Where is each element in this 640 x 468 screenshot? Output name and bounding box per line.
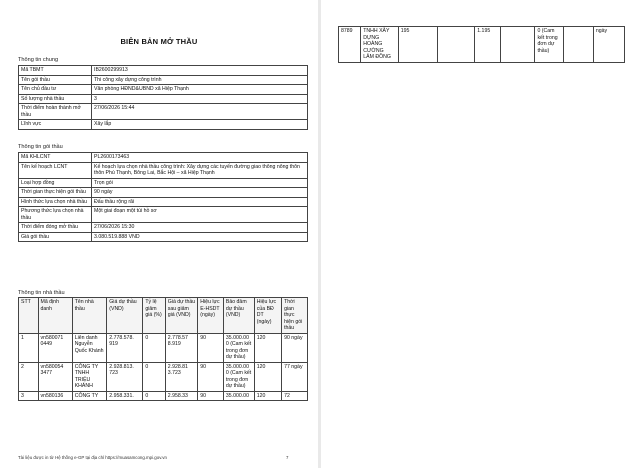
column-header: Mã định danh (38, 298, 72, 334)
table-cell: 77 ngày (282, 362, 308, 391)
table-cell: 2.958.33 (165, 391, 198, 401)
table-cell: 35.000.00 0 (Cam kết trong đơn dự thầu) (223, 333, 254, 362)
table-cell: 195 (398, 27, 438, 63)
column-header: Hiệu lực của BĐ DT (ngày) (254, 298, 281, 334)
info-label: Phương thức lựa chọn nhà thầu (19, 207, 92, 223)
package-info-table (18, 152, 308, 242)
table-cell: Liên danh Nguyễn Quốc Khánh (72, 333, 107, 362)
info-value: Một giai đoạn một túi hồ sơ (92, 207, 308, 223)
table-row (339, 27, 625, 63)
table-cell: 0 (143, 362, 165, 391)
document-page-left (0, 0, 318, 468)
document-title: BIÊN BẢN MỞ THẦU (120, 37, 198, 46)
table-cell: 2 (19, 362, 39, 391)
info-row (19, 188, 308, 198)
info-label: Tên chủ đầu tư (19, 85, 92, 95)
header-row (19, 298, 308, 334)
table-cell: 90 (198, 391, 224, 401)
info-label: Mã KHLCNT (19, 153, 92, 163)
table-cell: 2.778.57 8.919 (165, 333, 198, 362)
section-heading-package: Thông tin gói thầu (18, 144, 63, 150)
table-cell: vn580071 0449 (38, 333, 72, 362)
info-row (19, 178, 308, 188)
table-cell: 1.195 (475, 27, 501, 63)
info-row (19, 66, 308, 76)
table-cell: vn580054 3477 (38, 362, 72, 391)
table-cell: 35.000.00 0 (Cam kết trong đơn dự thầu) (223, 362, 254, 391)
info-label: Thời gian thực hiện gói thầu (19, 188, 92, 198)
info-value: Thi công xây dựng công trình (92, 75, 308, 85)
table-cell: TNHH XÂY DỰNG HOÀNG CƯỜNG LÂM ĐỒNG (361, 27, 398, 63)
info-row (19, 162, 308, 178)
table-cell: ngày (593, 27, 624, 63)
info-value: PL2600173463 (92, 153, 308, 163)
info-value: Đấu thầu rộng rãi (92, 197, 308, 207)
column-header: Giá dự thầu (VND) (107, 298, 143, 334)
table-cell: 0 (Cam kết trong đơn dự thầu) (535, 27, 564, 63)
table-cell: 2.928.81 3.723 (165, 362, 198, 391)
info-row (19, 232, 308, 242)
info-row (19, 223, 308, 233)
column-header: STT (19, 298, 39, 334)
info-row (19, 153, 308, 163)
table-cell: 0 (143, 333, 165, 362)
info-row (19, 85, 308, 95)
table-cell: 90 (198, 362, 224, 391)
info-value: Văn phòng HĐND&UBND xã Hiệp Thạnh (92, 85, 308, 95)
info-value: 27/06/2026 15:30 (92, 223, 308, 233)
table-row (19, 333, 308, 362)
table-cell: CÔNG TY TNHH TRIỆU KHÁNH (72, 362, 107, 391)
column-header: Hiệu lực E-HSDT (ngày) (198, 298, 224, 334)
info-label: Thời điểm đóng mở thầu (19, 223, 92, 233)
info-value: 27/06/2026 15:44 (92, 104, 308, 120)
column-header: Giá dự thầu sau giảm giá (VND) (165, 298, 198, 334)
table-cell: CÔNG TY (72, 391, 107, 401)
info-row (19, 197, 308, 207)
section-heading-general: Thông tin chung (18, 57, 59, 63)
column-header: Thời gian thực hiện gói thầu (282, 298, 308, 334)
table-cell: 90 ngày (282, 333, 308, 362)
info-row (19, 75, 308, 85)
table-cell: 90 (198, 333, 224, 362)
column-header: Tên nhà thầu (72, 298, 107, 334)
info-row (19, 207, 308, 223)
info-label: Lĩnh vực (19, 120, 92, 130)
general-info-table (18, 65, 308, 130)
table-cell: 72 (282, 391, 308, 401)
column-header: Tỷ lệ giảm giá (%) (143, 298, 165, 334)
table-cell: 3 (19, 391, 39, 401)
table-cell: vn580136 (38, 391, 72, 401)
table-row (19, 391, 308, 401)
info-label: Mã TBMT (19, 66, 92, 76)
table-cell: 35.000.00 (223, 391, 254, 401)
table-cell (438, 27, 475, 63)
info-label: Tên kế hoạch LCNT (19, 162, 92, 178)
table-cell: 120 (254, 333, 281, 362)
table-cell (501, 27, 535, 63)
info-label: Loại hợp đồng (19, 178, 92, 188)
info-row (19, 104, 308, 120)
table-cell: 120 (254, 362, 281, 391)
table-cell: 2.958.331. (107, 391, 143, 401)
info-value: 3 (92, 94, 308, 104)
info-row (19, 94, 308, 104)
info-value: Xây lắp (92, 120, 308, 130)
page-number: 7 (286, 455, 289, 460)
info-value: 90 ngày (92, 188, 308, 198)
info-label: Thời điểm hoàn thành mở thầu (19, 104, 92, 120)
info-label: Số lượng nhà thầu (19, 94, 92, 104)
table-cell (564, 27, 594, 63)
bidders-table-continued (338, 26, 625, 63)
page-footer: Tài liệu được in từ Hệ thống e-GP tại địa chỉ https://muasamcong.mpi.gov.vn (18, 455, 167, 460)
table-cell: 1 (19, 333, 39, 362)
info-row (19, 120, 308, 130)
info-value: IB2600299913 (92, 66, 308, 76)
column-header: Bảo đảm dự thầu (VND) (223, 298, 254, 334)
info-value: 3.080.519.888 VND (92, 232, 308, 242)
table-cell: 2.778.578. 919 (107, 333, 143, 362)
info-label: Giá gói thầu (19, 232, 92, 242)
table-cell: 8789 (339, 27, 361, 63)
table-cell: 120 (254, 391, 281, 401)
info-value: Kế hoạch lựa chọn nhà thầu công trình: Xây dựng các tuyến đường giao thông nông thôn thôn Phú Thạnh, Bông Lai, Bắc Hội – xã Hiệp Thạnh (92, 162, 308, 178)
info-label: Tên gói thầu (19, 75, 92, 85)
section-heading-bidders: Thông tin nhà thầu (18, 290, 65, 296)
info-value: Trọn gói (92, 178, 308, 188)
table-cell: 2.928.813. 723 (107, 362, 143, 391)
info-label: Hình thức lựa chọn nhà thầu (19, 197, 92, 207)
document-page-right (321, 0, 640, 468)
table-row (19, 362, 308, 391)
bidders-table (18, 297, 308, 401)
table-cell: 0 (143, 391, 165, 401)
